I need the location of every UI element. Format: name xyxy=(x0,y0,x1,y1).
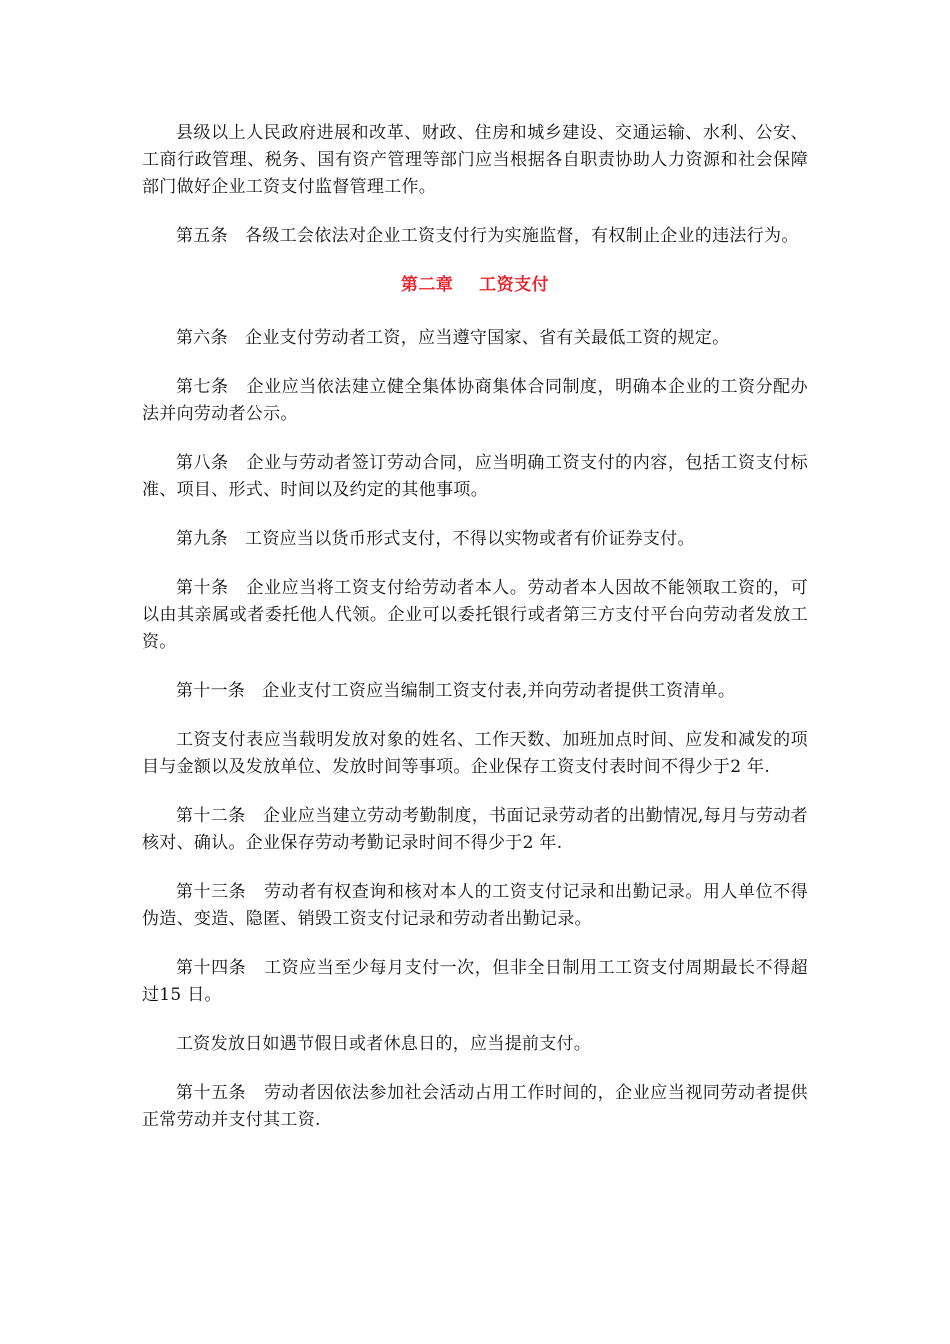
paragraph-text: 县级以上人民政府进展和改革、财政、住房和城乡建设、交通运输、水利、公安、工商行政管理、税务、国有资产管理等部门应当根据各自职责协助人力资源和社会保障部门做好企业工资支付监督管理工作。 xyxy=(142,123,808,197)
paragraph-payroll-sheet xyxy=(142,727,808,781)
article-number: 第十五条 xyxy=(176,1083,247,1103)
article-text: 企业支付工资应当编制工资支付表,并向劳动者提供工资清单。 xyxy=(262,681,736,701)
article-11 xyxy=(142,678,808,705)
article-number: 第十一条 xyxy=(176,681,246,701)
document-body xyxy=(142,120,808,1156)
paragraph-text: 工资支付表应当载明发放对象的姓名、工作天数、加班加点时间、应发和减发的项目与金额以及发放单位、发放时间等事项。企业保存工资支付表时间不得少于2 年. xyxy=(142,730,808,777)
article-text: 企业支付劳动者工资，应当遵守国家、省有关最低工资的规定。 xyxy=(245,328,730,348)
article-9 xyxy=(142,526,808,553)
article-text: 企业应当将工资支付给劳动者本人。劳动者本人因故不能领取工资的，可以由其亲属或者委托他人代领。企业可以委托银行或者第三方支付平台向劳动者发放工资。 xyxy=(142,578,808,652)
article-7 xyxy=(142,374,808,428)
article-text: 企业应当建立劳动考勤制度，书面记录劳动者的出勤情况,每月与劳动者核对、确认。企业保存劳动考勤记录时间不得少于2 年. xyxy=(142,806,808,853)
article-number: 第十条 xyxy=(176,578,229,598)
paragraph-holiday-payment xyxy=(142,1031,808,1058)
article-13 xyxy=(142,879,808,933)
article-number: 第十二条 xyxy=(176,806,246,826)
article-number: 第八条 xyxy=(176,453,229,473)
paragraph-text: 工资发放日如遇节假日或者休息日的，应当提前支付。 xyxy=(176,1034,592,1054)
article-15 xyxy=(142,1080,808,1134)
article-number: 第十四条 xyxy=(176,958,247,978)
chapter-heading xyxy=(142,272,808,299)
article-text: 各级工会依法对企业工资支付行为实施监督，有权制止企业的违法行为。 xyxy=(245,226,799,246)
article-6 xyxy=(142,325,808,352)
article-text: 企业应当依法建立健全集体协商集体合同制度，明确本企业的工资分配办法并向劳动者公示。 xyxy=(142,377,808,424)
article-number: 第九条 xyxy=(176,529,228,549)
article-number: 第五条 xyxy=(176,226,228,246)
article-text: 企业与劳动者签订劳动合同，应当明确工资支付的内容，包括工资支付标准、项目、形式、时间以及约定的其他事项。 xyxy=(142,453,808,500)
article-text: 劳动者有权查询和核对本人的工资支付记录和出勤记录。用人单位不得伪造、变造、隐匿、销毁工资支付记录和劳动者出勤记录。 xyxy=(142,882,808,929)
article-5 xyxy=(142,223,808,250)
article-text: 工资应当至少每月支付一次，但非全日制用工工资支付周期最长不得超过15 日。 xyxy=(142,958,808,1005)
article-text: 劳动者因依法参加社会活动占用工作时间的，企业应当视同劳动者提供正常劳动并支付其工资. xyxy=(142,1083,808,1130)
article-text: 工资应当以货币形式支付，不得以实物或者有价证券支付。 xyxy=(245,529,695,549)
article-12 xyxy=(142,803,808,857)
chapter-title: 工资支付 xyxy=(479,275,550,295)
article-14 xyxy=(142,955,808,1009)
article-8 xyxy=(142,450,808,504)
article-number: 第七条 xyxy=(176,377,229,397)
paragraph-county-departments xyxy=(142,120,808,201)
article-10 xyxy=(142,575,808,656)
article-number: 第十三条 xyxy=(176,882,247,902)
chapter-number: 第二章 xyxy=(400,275,454,295)
article-number: 第六条 xyxy=(176,328,228,348)
